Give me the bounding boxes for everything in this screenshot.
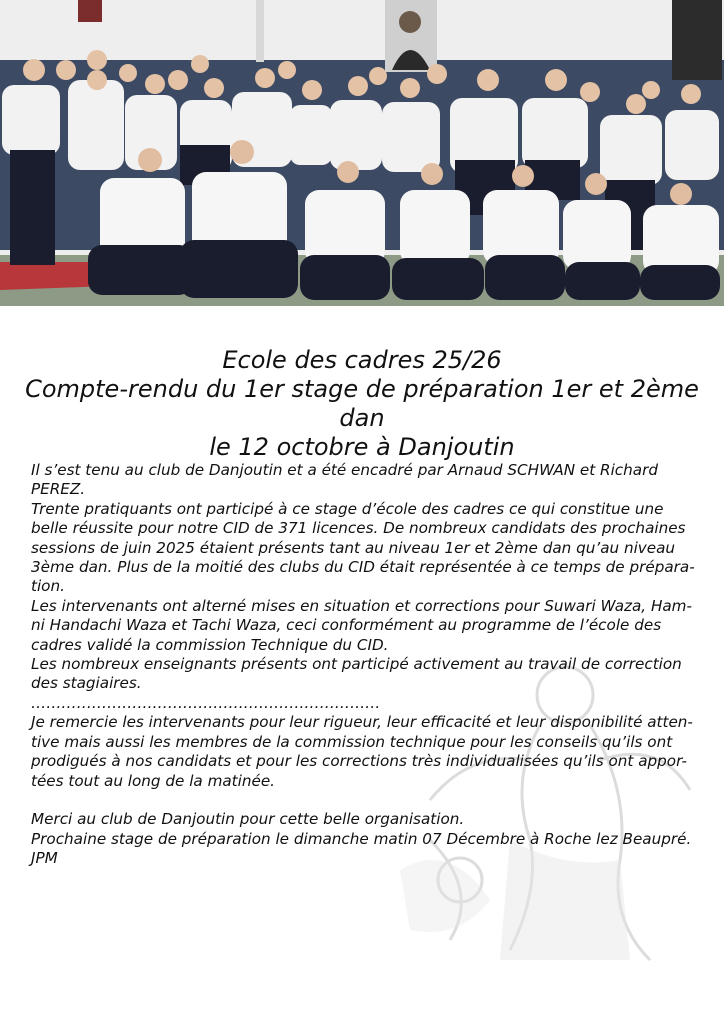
group-photo-icon <box>0 0 724 306</box>
blank-line <box>31 791 701 810</box>
paragraph: Je remercie les intervenants pour leur rigueur, leur efficacité et leur disponibilité atten-tive mais aussi les membres de la commission technique pour les conseils qu’ils ont prodigués à nos candidats et pour les corrections très individualisées qu’ils ont appor-tées tout au long de la matinée. <box>31 713 693 790</box>
title-line-2: Compte-rendu du 1er stage de préparation 1er et 2ème dan <box>25 375 699 432</box>
page-title <box>0 346 724 462</box>
title-line-3: le 12 octobre à Danjoutin <box>209 433 515 461</box>
paragraph: Trente pratiquants ont participé à ce stage d’école des cadres ce qui constitue une belle réussite pour notre CID de 371 licences. De nombreux candidats des prochaines sessions de juin 2025 étaient présents tant au niveau 1er et 2ème dan qu’au niveau 3ème dan. Plus de la moitié des clubs du CID était représentée à ce temps de prépara-tion. <box>31 499 695 596</box>
paragraph: Les nombreux enseignants présents ont participé activement au travail de correction des stagiaires. <box>31 655 682 693</box>
group-photo <box>0 0 724 306</box>
article-body <box>31 461 701 869</box>
title-line-1: Ecole des cadres 25/26 <box>222 346 502 374</box>
paragraph: Merci au club de Danjoutin pour cette belle organisation. <box>31 810 465 829</box>
paragraph: Il s’est tenu au club de Danjoutin et a été encadré par Arnaud SCHWAN et Richard PEREZ. <box>31 461 658 499</box>
paragraph: Les intervenants ont alterné mises en situation et corrections pour Suwari Waza, Ham-ni Handachi Waza et Tachi Waza, ceci conformément au programme de l’école des cadres validé la commission Technique du CID. <box>31 596 692 654</box>
separator-dots: …………………………………………………………… <box>31 693 381 712</box>
signature: JPM <box>31 849 58 868</box>
paragraph: Prochaine stage de préparation le dimanche matin 07 Décembre à Roche lez Beaupré. <box>31 829 692 848</box>
